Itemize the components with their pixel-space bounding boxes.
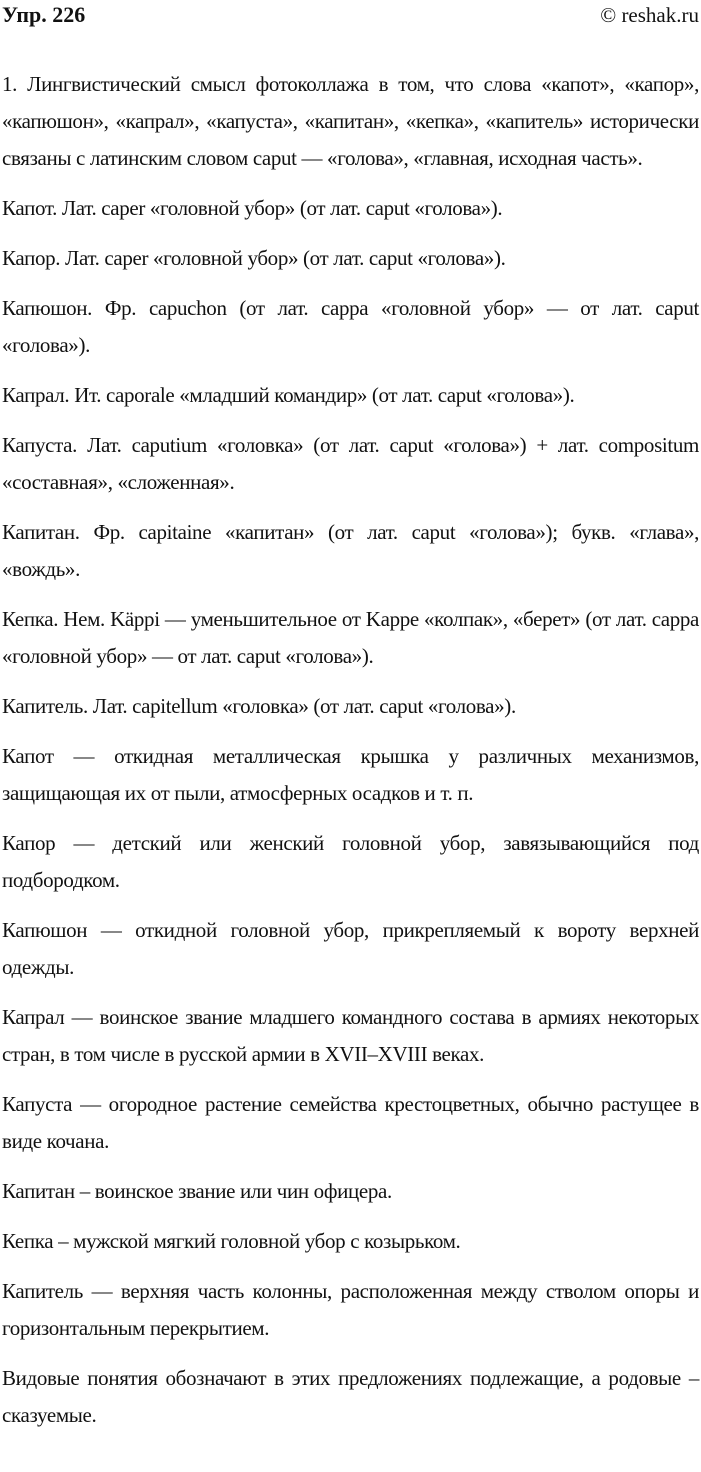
paragraph: Капитель. Лат. capitellum «головка» (от лат. caput «голова»).: [2, 694, 516, 718]
paragraph: Капитель — верхняя часть колонны, расположенная между стволом опоры и горизонтальным перекрытием.: [2, 1279, 699, 1340]
paragraph: Капот. Лат. caper «головной убор» (от лат. caput «голова»).: [2, 196, 503, 220]
answer-text: [0, 66, 701, 1434]
paragraph: Капор. Лат. caper «головной убор» (от лат. caput «голова»).: [2, 246, 506, 270]
paragraph: Видовые понятия обозначают в этих предложениях подлежащие, а родовые – сказуемые.: [2, 1366, 699, 1427]
paragraph: Капот — откидная металлическая крышка у различных механизмов, защищающая их от пыли, атмосферных осадков и т. п.: [2, 744, 699, 805]
paragraph: Капрал. Ит. caporale «младший командир» (от лат. caput «голова»).: [2, 383, 575, 407]
copyright-label: © reshak.ru: [600, 3, 699, 27]
paragraph: Капитан – воинское звание или чин офицера.: [2, 1179, 392, 1203]
exercise-title: Упр. 226: [2, 2, 86, 27]
paragraph: Кепка – мужской мягкий головной убор с козырьком.: [2, 1229, 461, 1253]
paragraph: Капюшон. Фр. capuchon (от лат. cappa «головной убор» — от лат. caput «голова»).: [2, 296, 699, 357]
paragraph: Капуста — огородное растение семейства крестоцветных, обычно растущее в виде кочана.: [2, 1092, 699, 1153]
page-header: [0, 0, 701, 34]
paragraph: Капор — детский или женский головной убор, завязывающийся под подбородком.: [2, 831, 699, 892]
paragraph: 1. Лингвистический смысл фотоколлажа в том, что слова «капот», «капор», «капюшон», «капрал», «капуста», «капитан», «кепка», «капитель» исторически связаны с латинским словом caput — «голова», «главная, исходная часть».: [2, 72, 699, 170]
paragraph: Капюшон — откидной головной убор, прикрепляемый к вороту верхней одежды.: [2, 918, 699, 979]
paragraph: Капуста. Лат. caputium «головка» (от лат. caput «голова») + лат. compositum «составная», «сложенная».: [2, 433, 699, 494]
paragraph: Капитан. Фр. capitaine «капитан» (от лат. caput «голова»); букв. «глава», «вождь».: [2, 520, 699, 581]
paragraph: Капрал — воинское звание младшего командного состава в армиях некоторых стран, в том числе в русской армии в XVII–XVIII веках.: [2, 1005, 699, 1066]
paragraph: Кепка. Нем. Käppi — уменьшительное от Kappe «колпак», «берет» (от лат. cappa «головной убор» — от лат. caput «голова»).: [2, 607, 699, 668]
